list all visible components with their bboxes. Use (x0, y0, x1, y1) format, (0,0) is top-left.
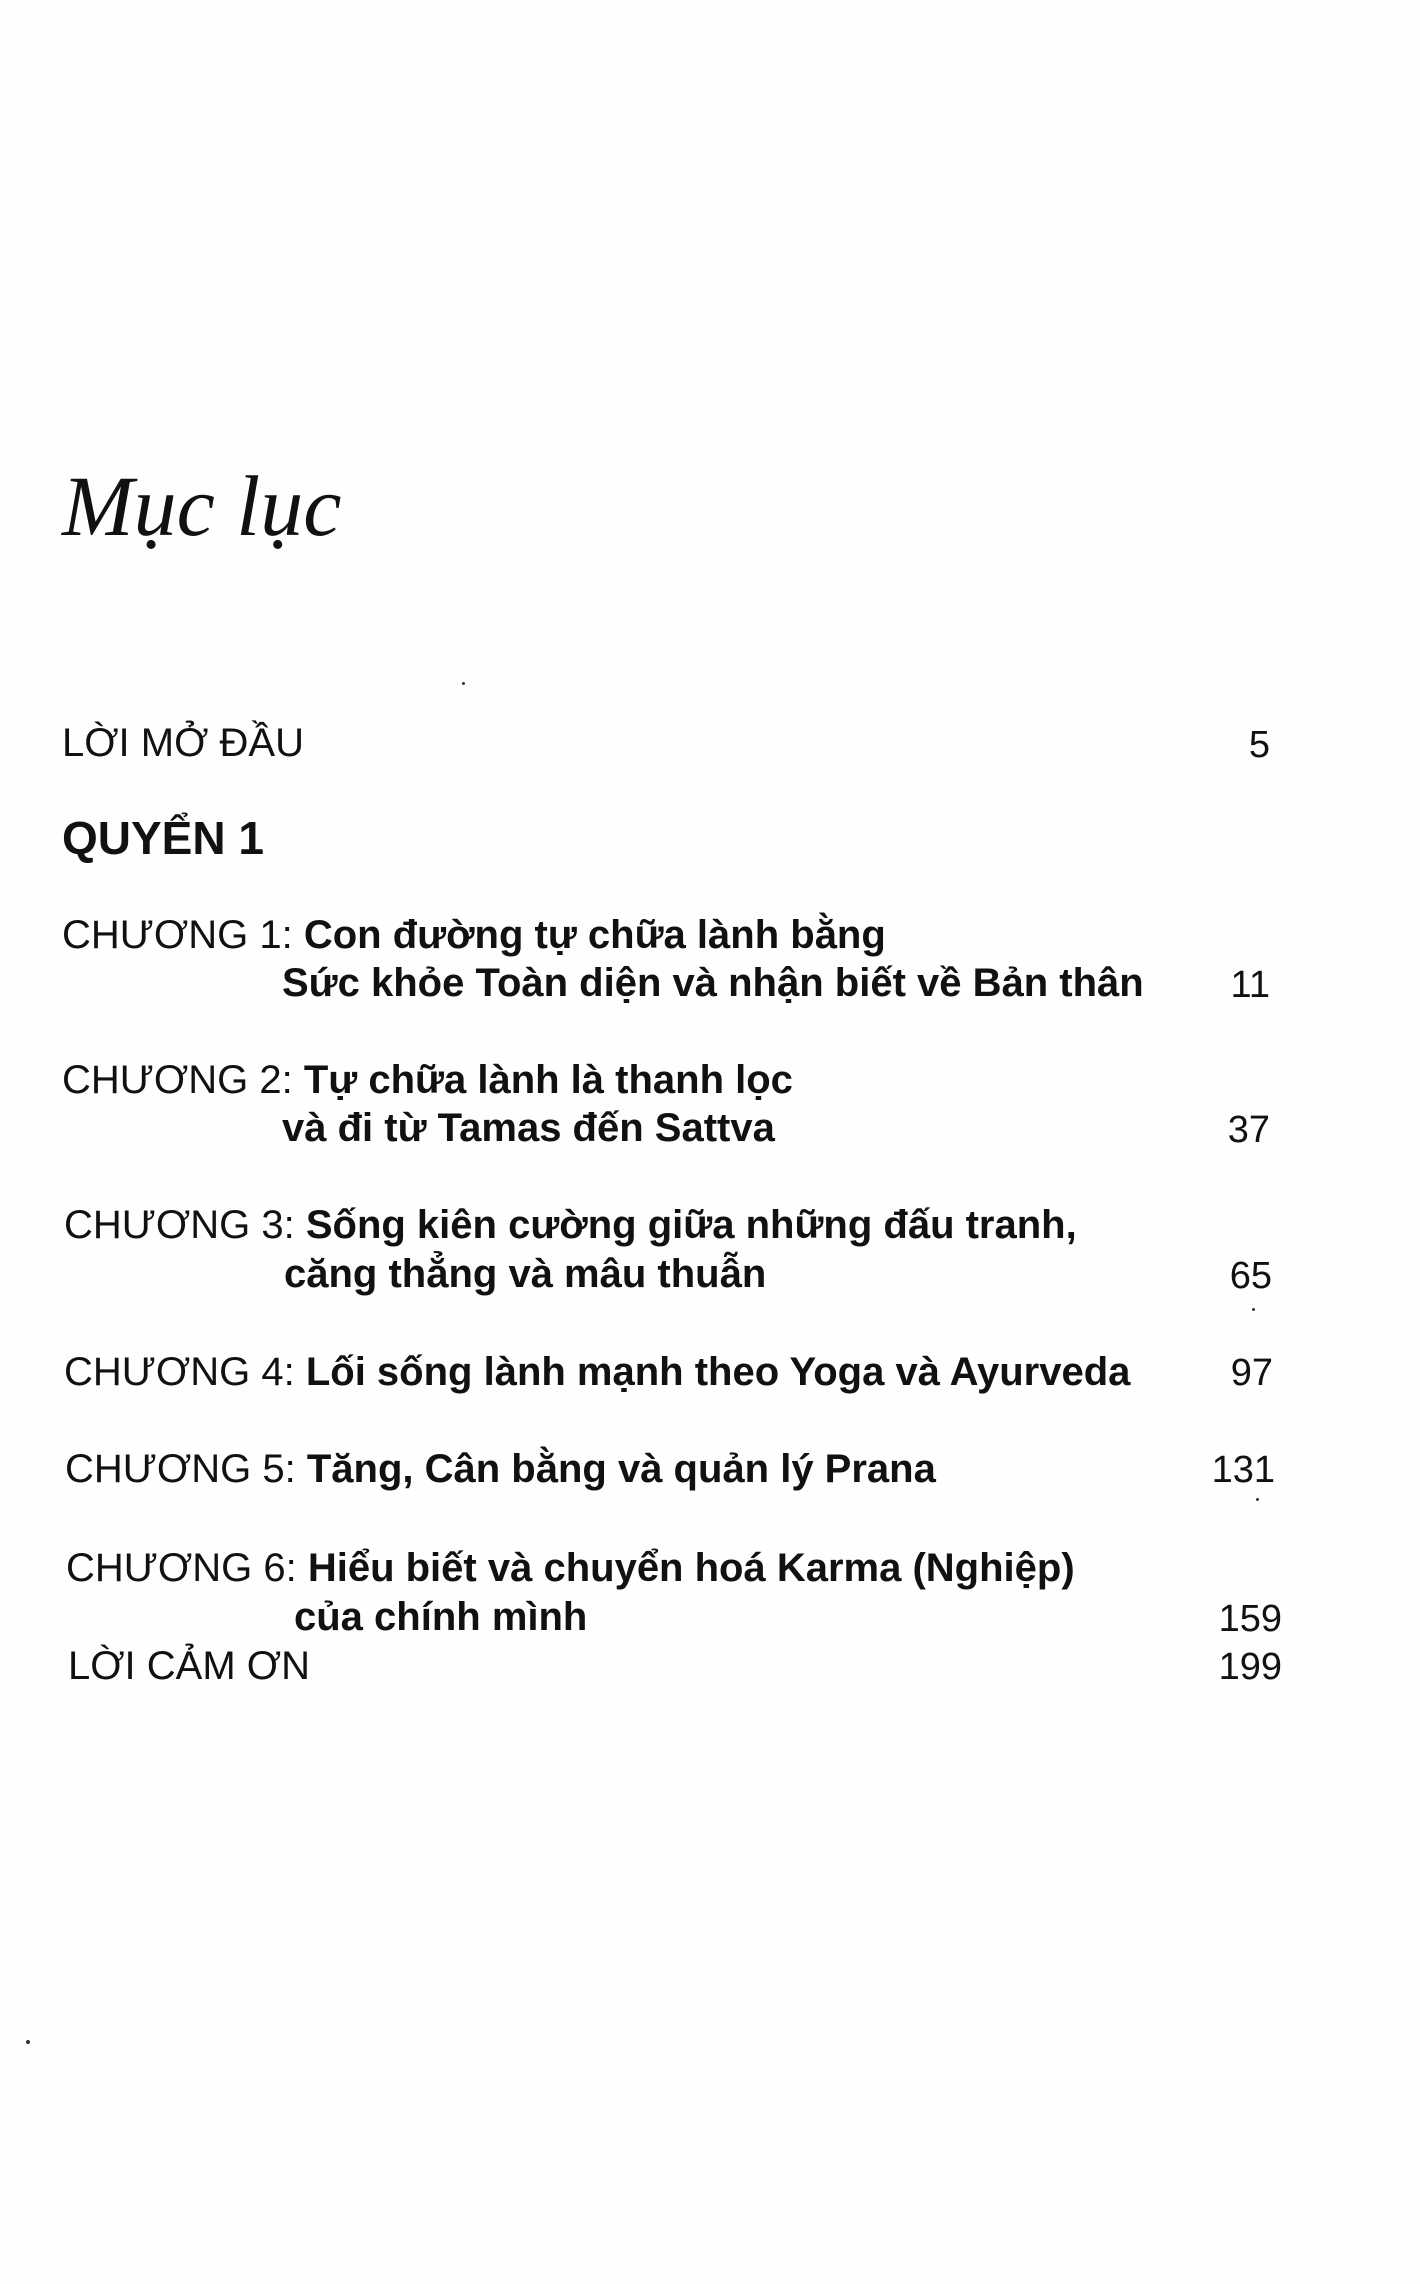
toc-entry-ch1-line2: Sức khỏe Toàn diện và nhận biết về Bản thân (282, 961, 1144, 1005)
toc-entry-ch5-page: 131 (1211, 1449, 1275, 1491)
toc-entry-ch1-page: 11 (1230, 964, 1270, 1006)
print-speck (462, 682, 465, 685)
print-speck (26, 2040, 30, 2044)
toc-entry-ch2-page: 37 (1227, 1109, 1270, 1151)
toc-entry-ch4-page: 97 (1230, 1352, 1273, 1394)
chapter-label: CHƯƠNG 3: (64, 1203, 306, 1247)
chapter-label: CHƯƠNG 6: (66, 1546, 308, 1590)
chapter-label: CHƯƠNG 2: (62, 1058, 304, 1102)
chapter-label: CHƯƠNG 4: (64, 1350, 306, 1394)
chapter-title: Sống kiên cường giữa những đấu tranh, (305, 1203, 1077, 1247)
toc-entry-thanks-label: LỜI CẢM ƠN (68, 1644, 310, 1688)
chapter-label: CHƯƠNG 1: (62, 913, 304, 957)
print-speck (1252, 1308, 1255, 1311)
toc-entry-ch6-line1 (66, 1543, 1075, 1593)
toc-entry-ch2-line1 (62, 1055, 793, 1105)
toc-entry-preface-label: LỜI MỞ ĐẦU (62, 721, 304, 765)
toc-entry-ch6-line2: của chính mình (294, 1595, 588, 1639)
chapter-title: Lối sống lành mạnh theo Yoga và Ayurveda (305, 1350, 1131, 1394)
toc-entry-ch5-line1 (65, 1444, 936, 1494)
toc-entry-ch3-page: 65 (1229, 1255, 1272, 1297)
print-speck (1256, 1498, 1259, 1501)
page-title: Mục lục (62, 458, 342, 554)
chapter-title: Con đường tự chữa lành bằng (303, 913, 886, 957)
toc-entry-ch1-line1 (62, 910, 886, 960)
chapter-label: CHƯƠNG 5: (65, 1447, 307, 1491)
book-heading: QUYỂN 1 (62, 812, 264, 864)
chapter-title: Tự chữa lành là thanh lọc (303, 1058, 793, 1102)
toc-entry-preface-page: 5 (1248, 724, 1270, 766)
toc-entry-ch6-page: 159 (1218, 1598, 1282, 1640)
chapter-title: Hiểu biết và chuyển hoá Karma (Nghiệp) (307, 1546, 1075, 1590)
toc-entry-ch3-line2: căng thẳng và mâu thuẫn (284, 1252, 767, 1296)
toc-entry-ch3-line1 (64, 1200, 1077, 1250)
toc-entry-ch4-line1 (64, 1347, 1130, 1397)
chapter-title: Tăng, Cân bằng và quản lý Prana (306, 1447, 936, 1491)
toc-entry-thanks-page: 199 (1218, 1646, 1282, 1688)
toc-entry-ch2-line2: và đi từ Tamas đến Sattva (282, 1106, 775, 1150)
